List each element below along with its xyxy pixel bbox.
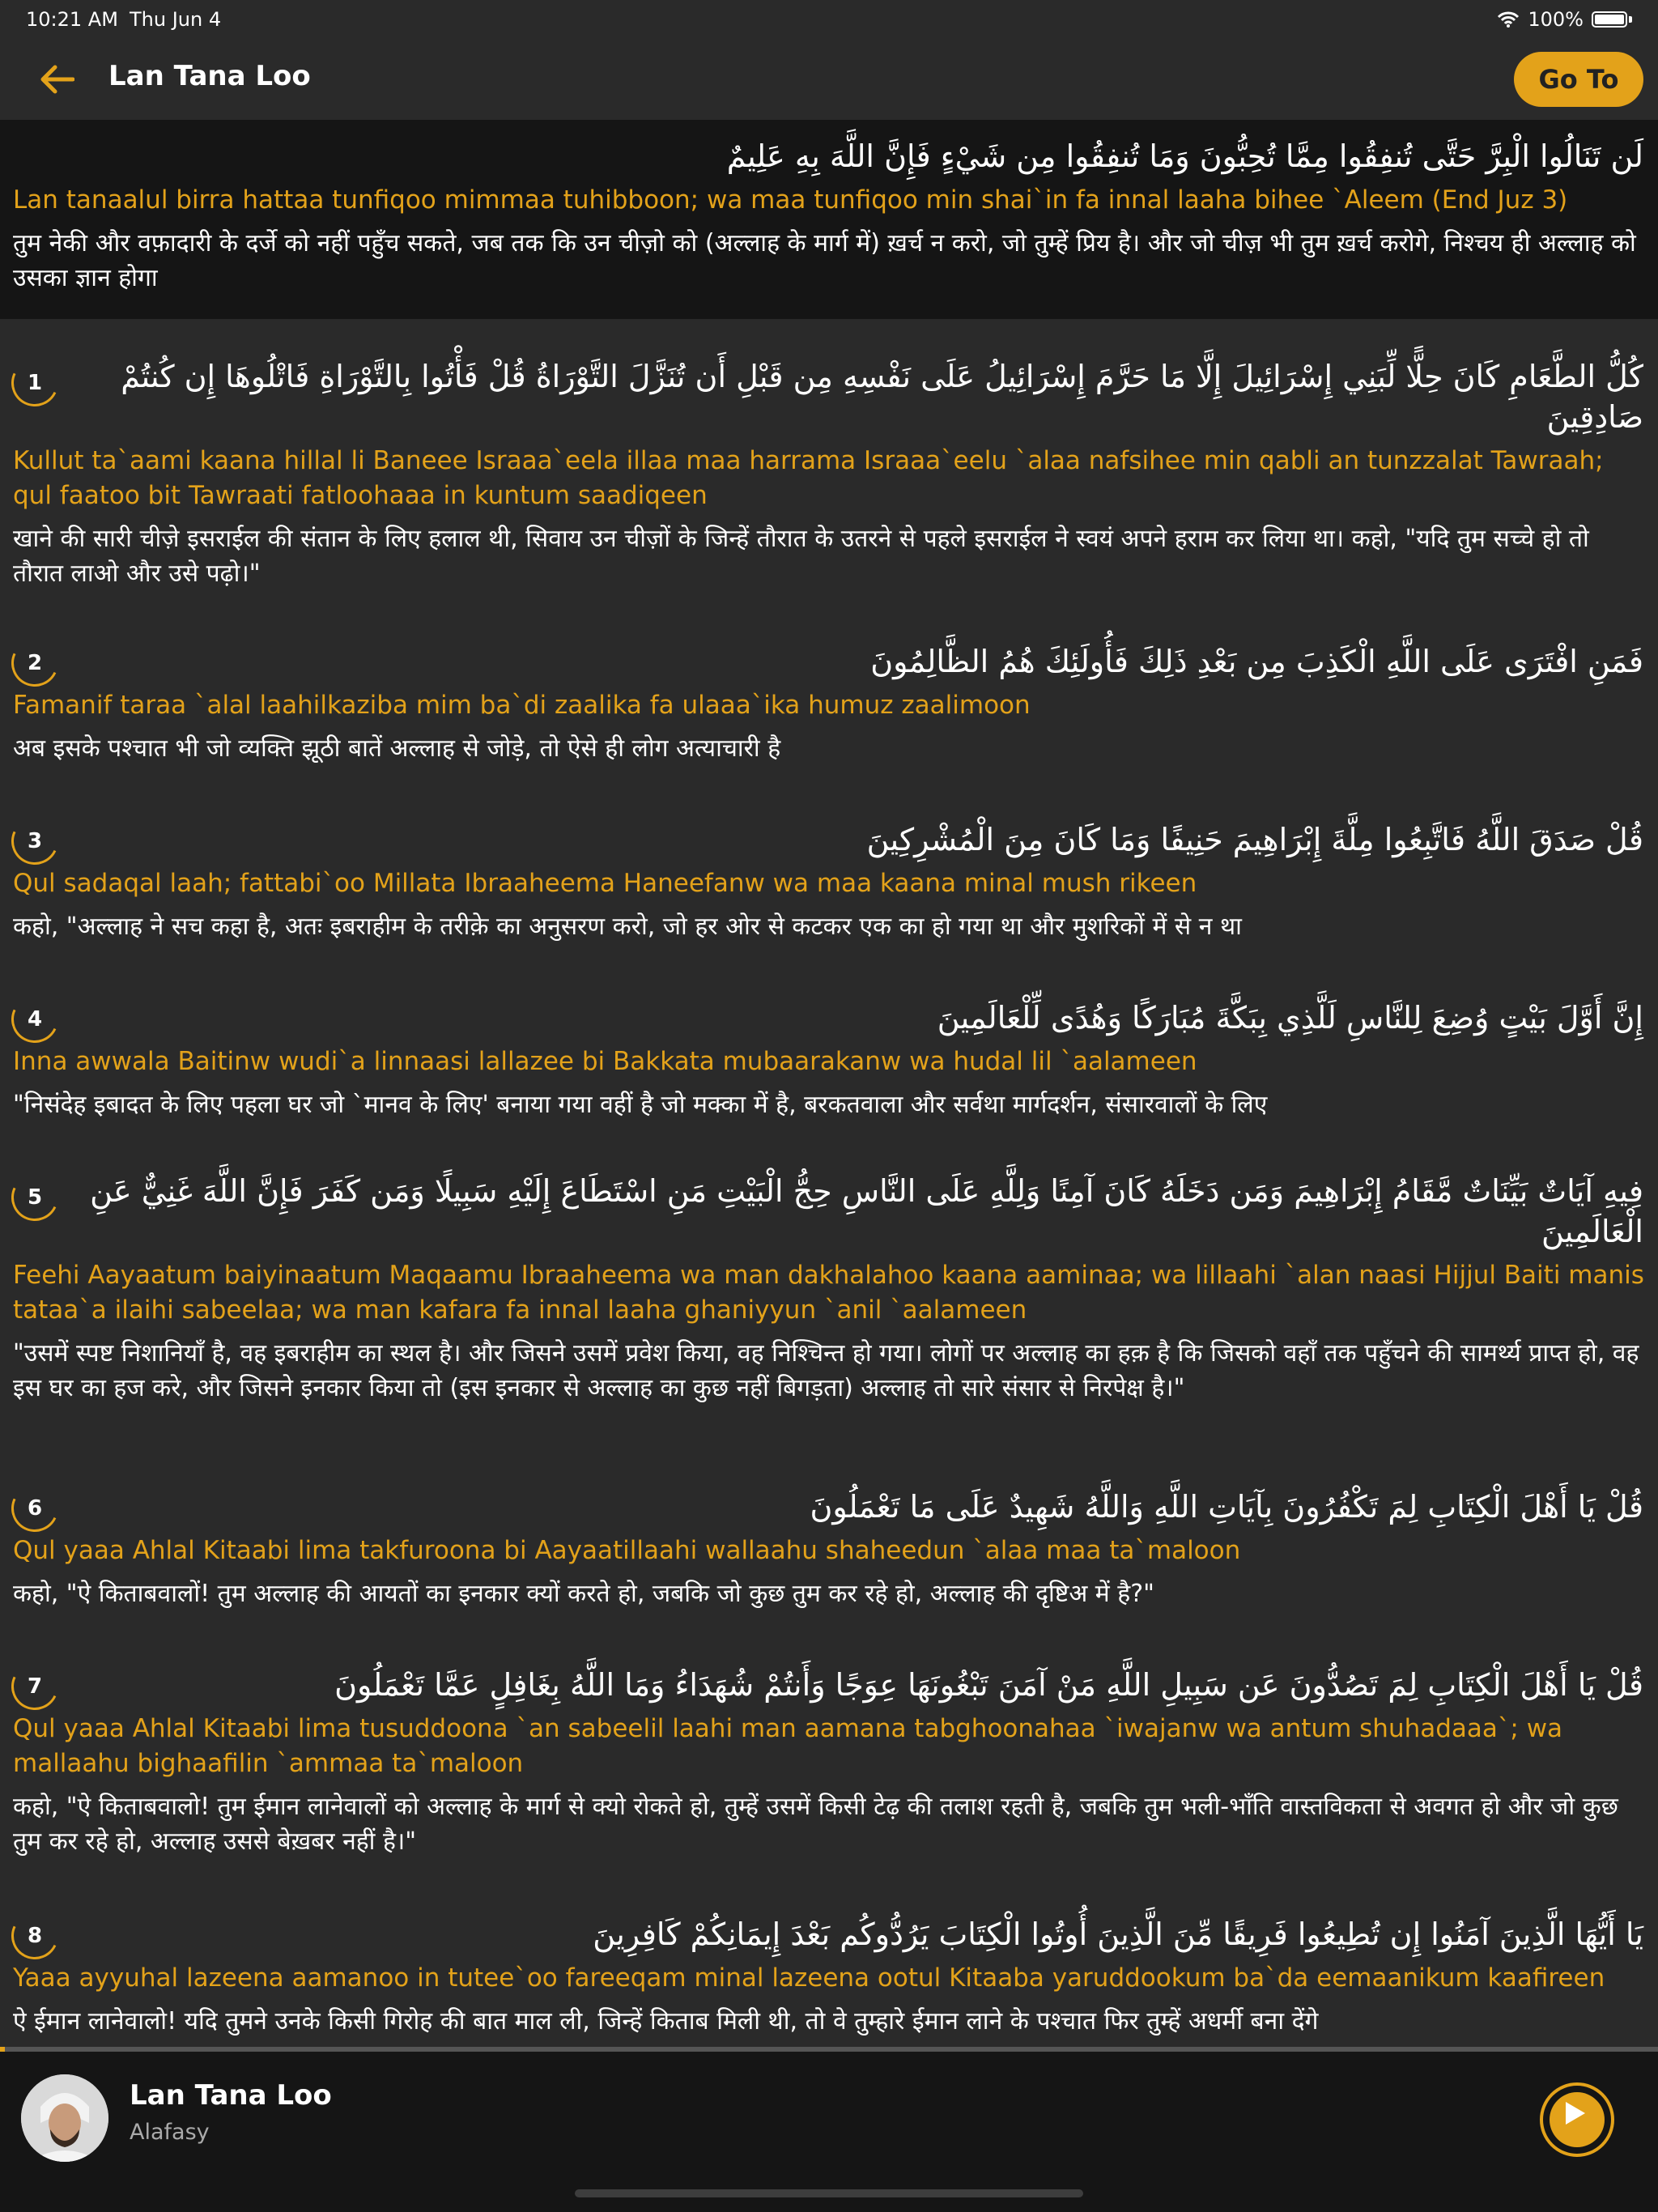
verse-arabic: فَمَنِ افْتَرَى عَلَى اللَّهِ الْكَذِبَ مِن بَعْدِ ذَلِكَ فَأُولَئِكَ هُمُ الظَّالِمُونَ [870,644,1643,679]
page-title: Lan Tana Loo [108,60,311,92]
intro-translation: तुम नेकी और वफ़ादारी के दर्जे को नहीं पहुँच सकते, जब तक कि उन चीज़ो को (अल्लाह के मार्ग में) ख़र्च न करो, जो तुम्हें प्रिय है। और जो चीज़ भी तुम ख़र्च करोगे, निश्चय ही अल्लाह को उसका ज्ञान होगा [13,229,1636,292]
verse-translation: कहो, "ऐ किताबवालों! तुम अल्लाह की आयतों का इनकार क्यों करते हो, जबकि जो कुछ तुम कर रहे हो, अल्लाह की दृष्टिअ में है?" [13,1580,1154,1608]
verse-transliteration: Feehi Aayaatum baiyinaatum Maqaamu Ibraaheema wa man dakhalahoo kaana aaminaa; wa lillaahi `alan naasi Hijjul Baiti manis tataa`a ilaihi sabeelaa; wa man kafara fa innal laaha ghaniyyun `anil `aalameen [13,1261,1644,1325]
battery-percent: 100% [1528,8,1584,31]
back-button[interactable] [32,58,81,100]
status-bar [0,0,1658,39]
verse-number: 3 [27,829,43,853]
verse-translation: कहो, "अल्लाह ने सच कहा है, अतः इबराहीम के तरीक़े का अनुसरण करो, जो हर ओर से कटकर एक का हो गया था और मुशरिकों में से न था [13,912,1242,941]
verse-arabic: فِيهِ آيَاتٌ بَيِّنَاتٌ مَّقَامُ إِبْرَاهِيمَ وَمَن دَخَلَهُ كَانَ آمِنًا وَلِلَّهِ عَلَى النَّاسِ حِجُّ الْبَيْتِ مَنِ اسْتَطَاعَ إِلَيْهِ سَبِيلًا وَمَن كَفَرَ فَإِنَّ اللَّهَ غَنِيٌّ عَنِ الْعَالَمِينَ [90,1173,1643,1249]
verse-arabic: قُلْ صَدَقَ اللَّهُ فَاتَّبِعُوا مِلَّةَ إِبْرَاهِيمَ حَنِيفًا وَمَا كَانَ مِنَ الْمُشْرِكِينَ [866,822,1643,857]
verse-transliteration: Qul yaaa Ahlal Kitaabi lima takfuroona bi Aayaatillaahi wallaahu shaheedun `alaa maa ta`maloon [13,1536,1241,1565]
play-icon [1566,2102,1585,2125]
verse-item[interactable] [0,1640,1658,1890]
status-right [1497,8,1632,31]
verse-transliteration: Kullut ta`aami kaana hillal li Baneee Israaa`eela illaa maa harrama Israaa`eelu `alaa nafsihee min qabli an tunzzalat Tawraah; qul faatoo bit Tawraati fatloohaaa in kuntum saadiqeen [13,446,1604,510]
intro-transliteration: Lan tanaalul birra hattaa tunfiqoo mimmaa tuhibboon; wa maa tunfiqoo min shai`in fa innal laaha bihee `Aleem (End Juz 3) [13,185,1568,215]
verse-translation: कहो, "ऐ किताबवालो! तुम ईमान लानेवालों को अल्लाह के मार्ग से क्यो रोकते हो, तुम्हें उसमें किसी टेढ़ की तलाश रहती है, जबकि तुम भली-भाँति वास्तविकता से अवगत हो और जो कुछ तुम कर रहे हो, अल्लाह उससे बेख़बर नहीं है।" [13,1793,1618,1856]
home-indicator [575,2189,1083,2197]
bismillah-intro-verse [0,120,1658,319]
verse-translation: "उसमें स्पष्ट निशानियाँ है, वह इबराहीम का स्थल है। और जिसने उसमें प्रवेश किया, वह निश्चिन्त हो गया। लोगों पर अल्लाह का हक़ है कि जिसको वहाँ तक पहुँचने की सामर्थ्य प्राप्त हो, वह इस घर का हज करे, और जिसने इनकार किया तो (इस इनकार से अल्लाह का कुछ नहीं बिगड़ता) अल्लाह तो सारे संसार से निरपेक्ष है।" [13,1339,1639,1402]
status-date: Thu Jun 4 [130,8,222,31]
player-reciter: Alafasy [130,2120,210,2145]
verse-translation: खाने की सारी चीज़े इसराईल की संतान के लिए हलाल थी, सिवाय उन चीज़ों के जिन्हें तौरात के उतरने से पहले इसराईल ने स्वयं अपने हराम कर लिया था। कहो, "यदि तुम सच्चे हो तो तौरात लाओ और उसे पढ़ो।" [13,525,1589,588]
verse-transliteration: Qul sadaqal laah; fattabi`oo Millata Ibraaheema Haneefanw wa maa kaana minal mush rikeen [13,869,1197,898]
verse-arabic: قُلْ يَا أَهْلَ الْكِتَابِ لِمَ تَكْفُرُونَ بِآيَاتِ اللَّهِ وَاللَّهُ شَهِيدٌ عَلَى مَا تَعْمَلُونَ [810,1489,1643,1525]
verse-number: 1 [27,371,43,395]
verse-item[interactable] [0,795,1658,973]
verse-item[interactable] [0,1462,1658,1640]
verse-number: 4 [27,1007,43,1032]
verse-number: 6 [27,1496,43,1521]
go-to-button[interactable]: Go To [1514,52,1643,107]
verse-item[interactable] [0,1151,1658,1462]
verse-arabic: إِنَّ أَوَّلَ بَيْتٍ وُضِعَ لِلنَّاسِ لَلَّذِي بِبَكَّةَ مُبَارَكًا وَهُدًى لِّلْعَالَمِينَ [937,1000,1643,1036]
audio-player [0,2052,1658,2212]
verse-item[interactable] [0,617,1658,795]
verse-translation: ऐ ईमान लानेवालो! यदि तुमने उनके किसी गिरोह की बात माल ली, जिन्हें किताब मिली थी, तो वे तुम्हारे ईमान लाने के पश्चात फिर तुम्हें अधर्मी बना देंगे [13,2007,1319,2035]
battery-icon [1592,11,1627,28]
back-arrow-icon [39,65,74,94]
battery-cap [1629,16,1632,23]
play-button[interactable] [1540,2082,1614,2157]
verse-list [0,324,1658,2044]
player-title: Lan Tana Loo [130,2079,332,2112]
verse-translation: अब इसके पश्चात भी जो व्यक्ति झूठी बातें अल्लाह से जोड़े, तो ऐसे ही लोग अत्याचारी है [13,734,781,763]
verse-number: 7 [27,1674,43,1699]
verse-number: 2 [27,651,43,675]
verse-item[interactable] [0,1890,1658,2044]
verse-number: 5 [27,1185,43,1210]
verse-number: 8 [27,1924,43,1948]
verse-arabic: قُلْ يَا أَهْلَ الْكِتَابِ لِمَ تَصُدُّونَ عَن سَبِيلِ اللَّهِ مَنْ آمَنَ تَبْغُونَهَا عِوَجًا وَأَنتُمْ شُهَدَاءُ وَمَا اللَّهُ بِغَافِلٍ عَمَّا تَعْمَلُونَ [334,1667,1643,1703]
verse-translation: "निसंदेह इबादत के लिए पहला घर जो `मानव के लिए' बनाया गया वहीं है जो मक्का में है, बरकतवाला और सर्वथा मार्गदर्शन, संसारवालों के लिए [13,1091,1268,1119]
wifi-icon [1497,11,1520,28]
verse-arabic: يَا أَيُّهَا الَّذِينَ آمَنُوا إِن تُطِيعُوا فَرِيقًا مِّنَ الَّذِينَ أُوتُوا الْكِتَابَ يَرُدُّوكُم بَعْدَ إِيمَانِكُمْ كَافِرِينَ [593,1916,1643,1952]
intro-arabic: لَن تَنَالُوا الْبِرَّ حَتَّى تُنفِقُوا مِمَّا تُحِبُّونَ وَمَا تُنفِقُوا مِن شَيْءٍ فَإِنَّ اللَّهَ بِهِ عَلِيمٌ [726,138,1643,174]
status-time: 10:21 AM [26,8,118,31]
verse-transliteration: Yaaa ayyuhal lazeena aamanoo in tutee`oo fareeqam minal lazeena ootul Kitaaba yaruddookum ba`da eemaanikum kaafireen [13,1963,1605,1993]
nav-bar [0,39,1658,120]
verse-transliteration: Qul yaaa Ahlal Kitaabi lima tusuddoona `an sabeelil laahi man aamana tabghoonahaa `iwajanw wa antum shuhadaaa`; wa mallaahu bighaafilin `ammaa ta`maloon [13,1714,1563,1778]
verse-transliteration: Inna awwala Baitinw wudi`a linnaasi lallazee bi Bakkata mubaarakanw wa hudal lil `aalameen [13,1047,1197,1076]
verse-transliteration: Famanif taraa `alal laahilkaziba mim ba`di zaalika fa ulaaa`ika humuz zaalimoon [13,691,1031,720]
verse-item[interactable] [0,973,1658,1151]
reciter-avatar [21,2074,108,2162]
verse-arabic: كُلُّ الطَّعَامِ كَانَ حِلًّا لِّبَنِي إِسْرَائِيلَ إِلَّا مَا حَرَّمَ إِسْرَائِيلُ عَلَى نَفْسِهِ مِن قَبْلِ أَن تُنَزَّلَ التَّوْرَاةُ قُلْ فَأْتُوا بِالتَّوْرَاةِ فَاتْلُوهَا إِن كُنتُمْ صَادِقِينَ [121,359,1643,435]
verse-item[interactable] [0,324,1658,617]
